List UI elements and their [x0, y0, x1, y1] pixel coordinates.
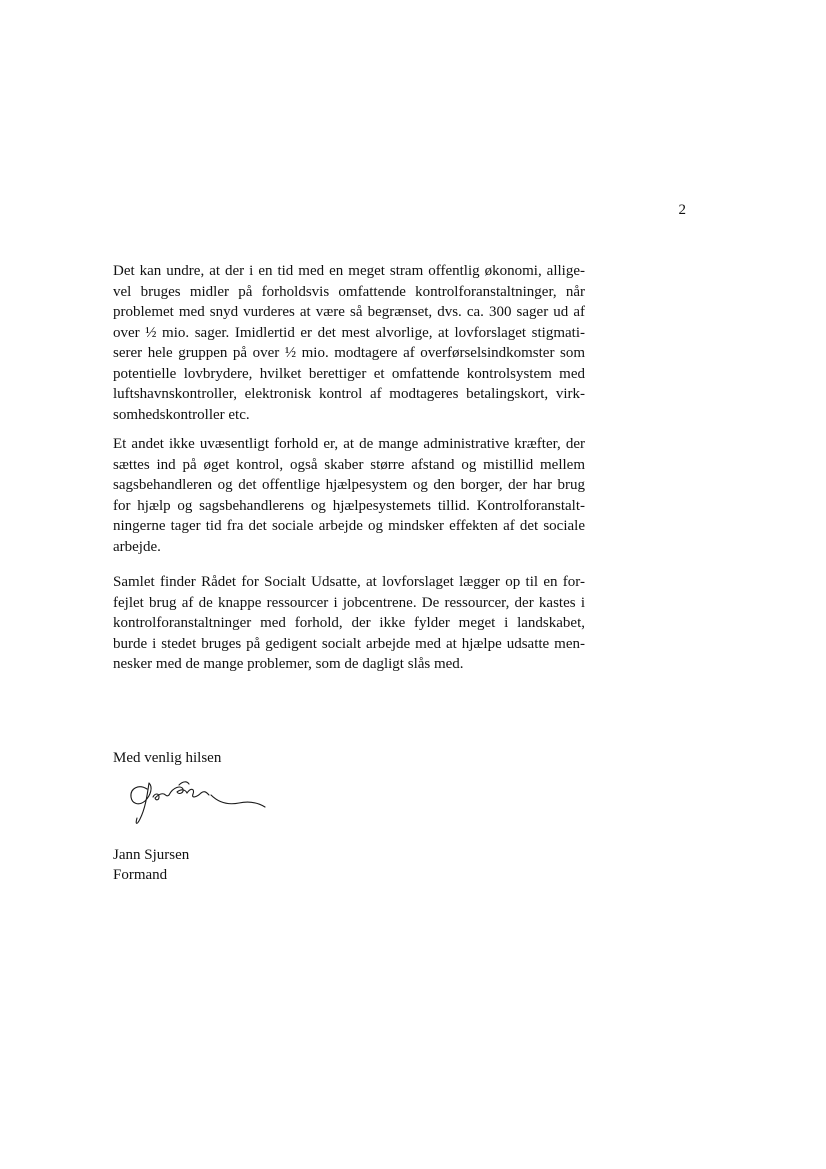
text-line: arbejde.	[113, 538, 161, 555]
closing-salutation: Med venlig hilsen	[113, 750, 222, 766]
paragraph-2	[113, 434, 585, 557]
text-line: Det kan undre, at der i en tid med en meget stram offentlig økonomi, allige-	[113, 263, 585, 279]
text-line: over ½ mio. sager. Imidlertid er det mest alvorlige, at lovforslaget stigmati-	[113, 324, 585, 341]
text-line: for hjælp og sagsbehandlerens og hjælpesystemets tillid. Kontrolforanstalt-	[113, 497, 585, 514]
signer-title: Formand	[113, 867, 168, 883]
page-number: 2	[678, 202, 686, 218]
text-line: fejlet brug af de knappe ressourcer i jobcentrene. De ressourcer, der kastes i	[113, 594, 585, 611]
text-line: sagsbehandleren og det offentlige hjælpesystem og den borger, der har brug	[113, 477, 585, 493]
text-line: luftshavnskontroller, elektronisk kontrol af modtageres betalingskort, virk-	[113, 386, 585, 402]
signer-block	[113, 845, 189, 885]
text-line: Samlet finder Rådet for Socialt Udsatte, at lovforslaget lægger op til en for-	[113, 574, 585, 590]
text-line: serer hele gruppen på over ½ mio. modtagere af overførselsindkomster som	[113, 345, 585, 361]
text-line: vel bruges midler på forholdsvis omfattende kontrolforanstaltninger, når	[113, 283, 585, 300]
text-line: sættes ind på øget kontrol, også skaber større afstand og mistillid mellem	[113, 456, 585, 473]
text-line: ningerne tager tid fra det sociale arbejde og mindsker effekten af det sociale	[113, 518, 585, 534]
handwritten-signature	[125, 775, 275, 831]
paragraph-1	[113, 261, 585, 425]
text-line: potentielle lovbrydere, hvilket berettiger et omfattende kontrolsystem med	[113, 365, 585, 382]
text-line: kontrolforanstaltninger med forhold, der ikke fylder meget i landskabet,	[113, 615, 585, 631]
text-line: problemet med snyd vurderes at være så begrænset, dvs. ca. 300 sager ud af	[113, 304, 585, 320]
text-line: Et andet ikke uvæsentligt forhold er, at de mange administrative kræfter, der	[113, 436, 585, 452]
signer-name: Jann Sjursen	[113, 847, 190, 863]
paragraph-3	[113, 572, 585, 675]
text-line: nesker med de mange problemer, som de dagligt slås med.	[113, 656, 464, 672]
text-line: somhedskontroller etc.	[113, 406, 250, 423]
text-line: burde i stedet bruges på gedigent socialt arbejde med at hjælpe udsatte men-	[113, 635, 585, 652]
